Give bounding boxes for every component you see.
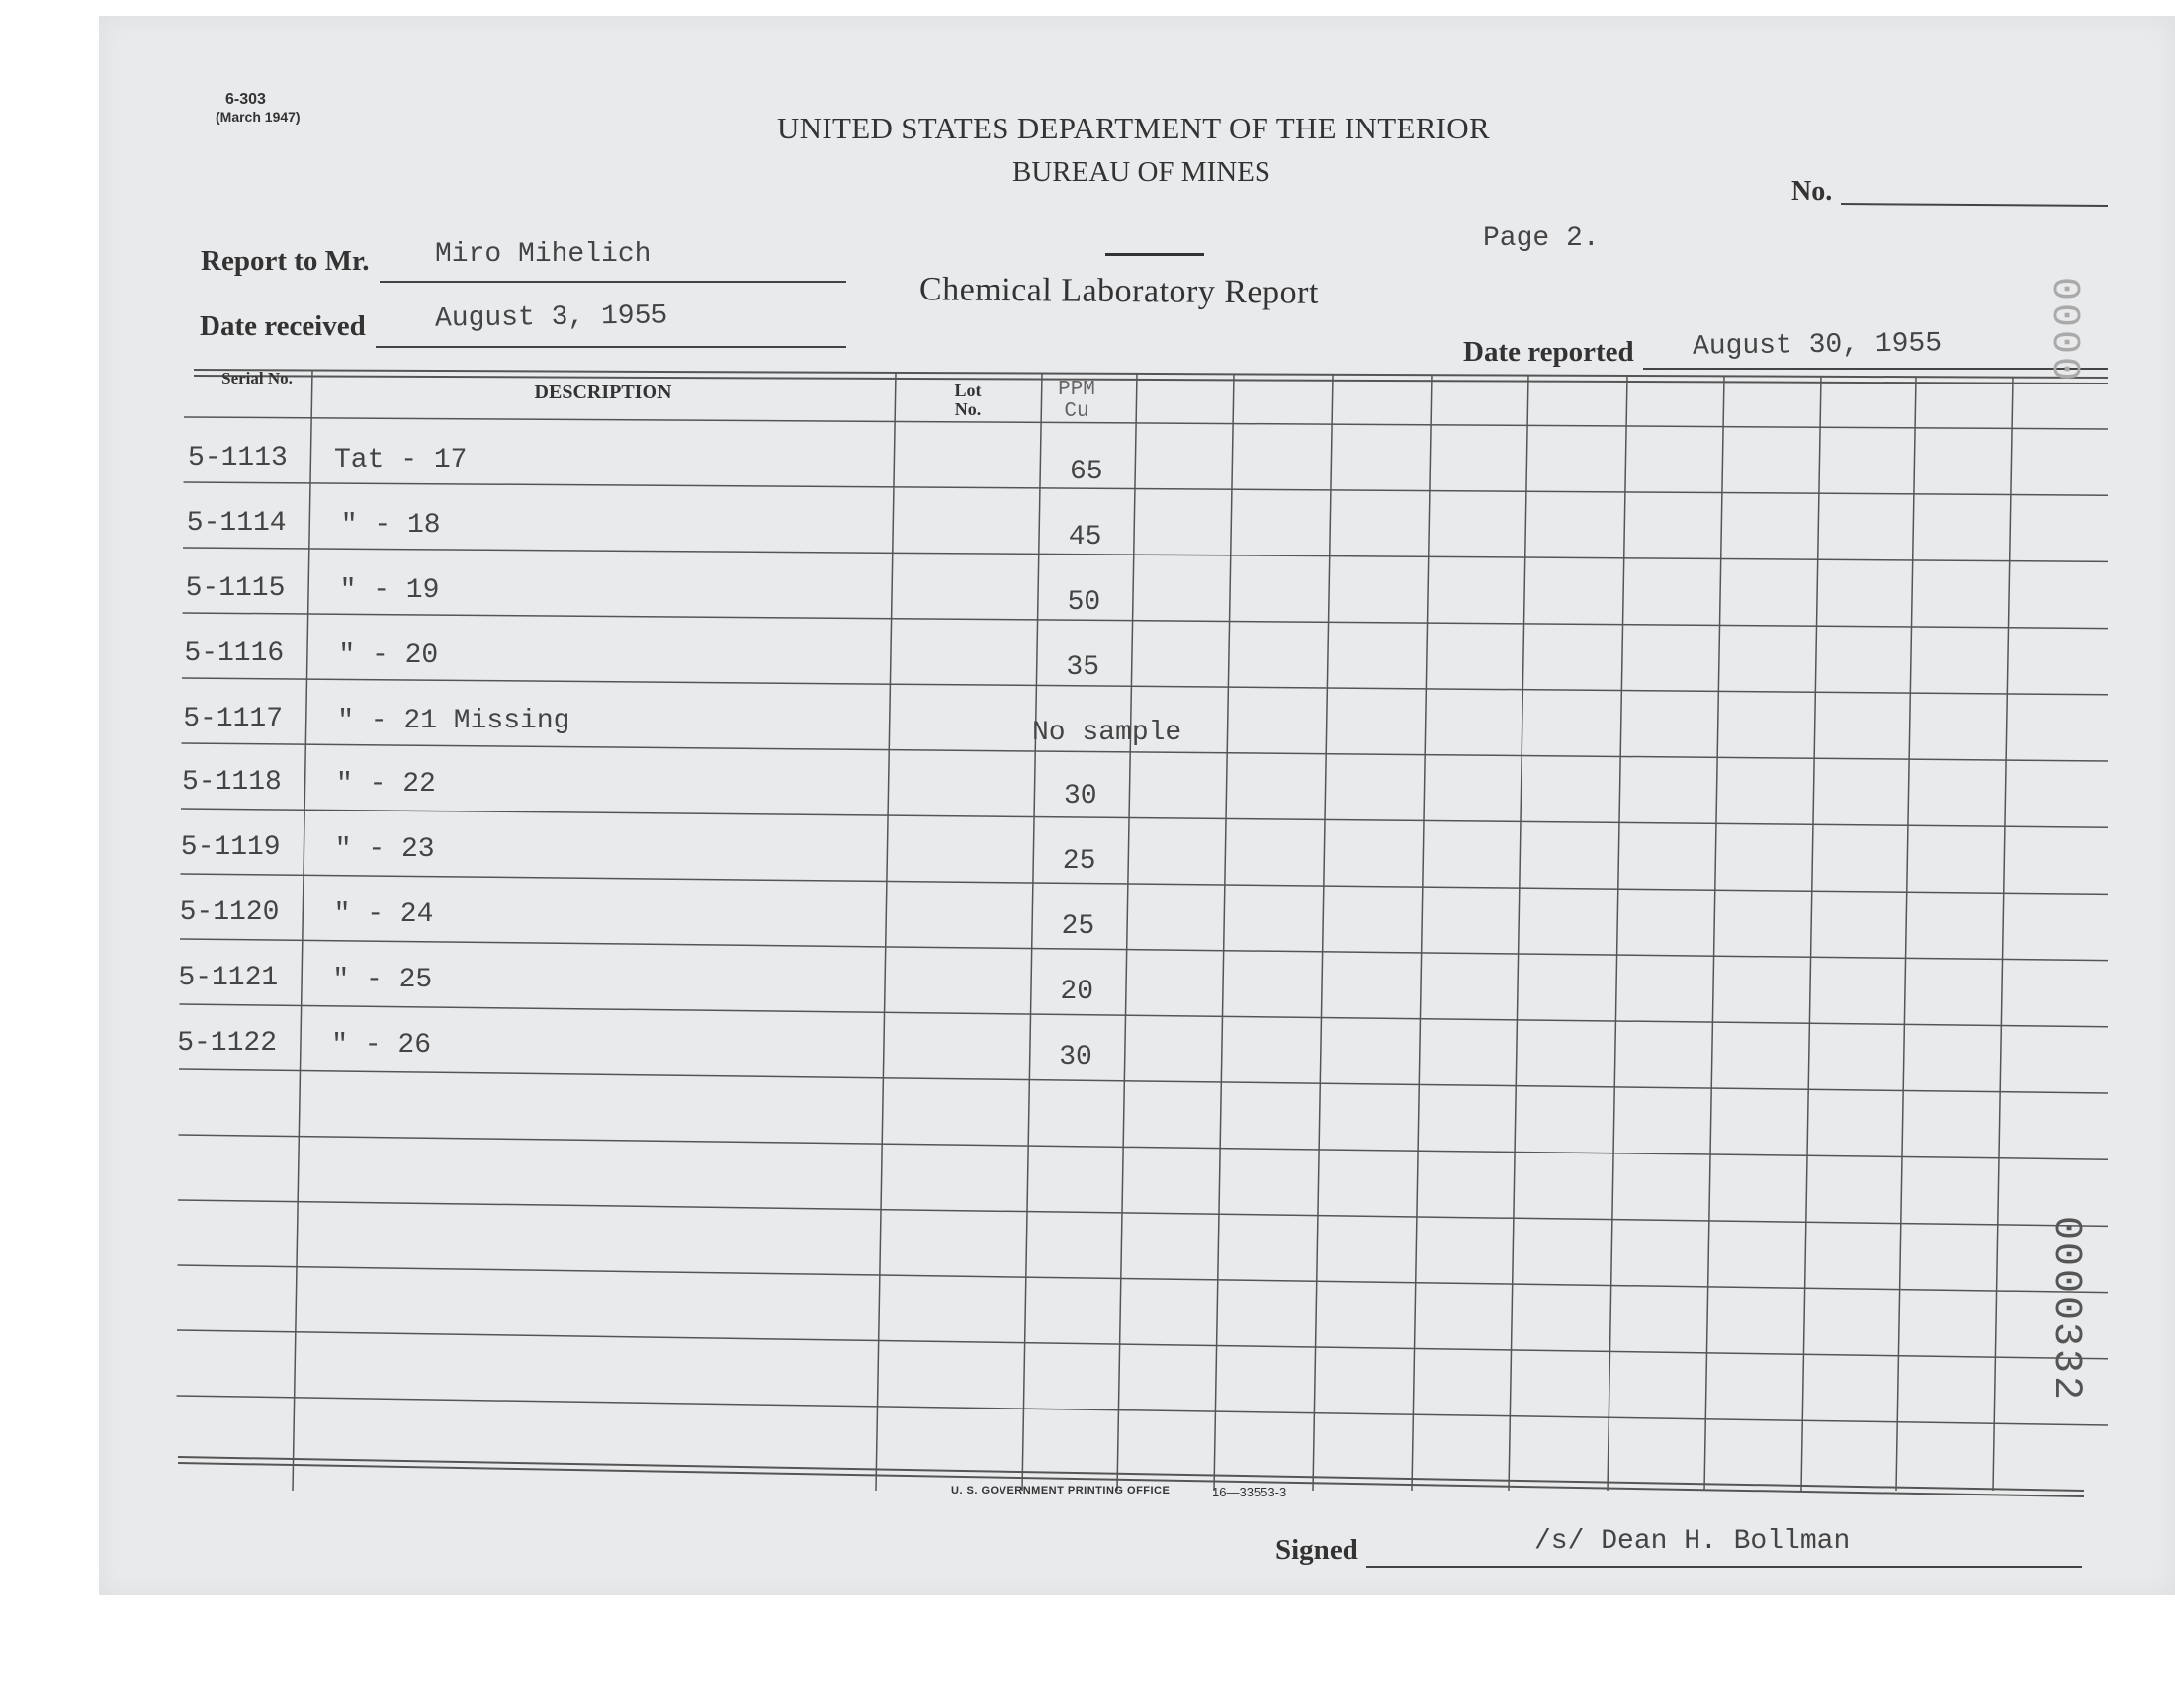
description-cell: " - 21 Missing [337, 706, 570, 736]
description-cell: " - 26 [331, 1030, 432, 1061]
report-to-label: Report to Mr. [201, 245, 370, 277]
description-cell: " - 23 [334, 834, 435, 865]
signature-line [1366, 1566, 2082, 1568]
lot-header: Lot No. [954, 381, 982, 419]
form-code: 6-303 [225, 91, 266, 108]
printer-imprint: U. S. GOVERNMENT PRINTING OFFICE [951, 1485, 1171, 1496]
description-cell: " - 20 [338, 640, 439, 671]
serial-cell: 5-1118 [182, 767, 282, 798]
ppm-cell: 20 [1060, 977, 1093, 1007]
date-reported-label: Date reported [1463, 336, 1634, 368]
department-title: UNITED STATES DEPARTMENT OF THE INTERIOR [777, 111, 1490, 145]
description-cell: " - 19 [339, 575, 440, 606]
report-to-value: Miro Mihelich [435, 239, 652, 270]
printer-code: 16—33553-3 [1212, 1485, 1287, 1499]
serial-cell: 5-1115 [185, 573, 286, 604]
description-cell: " - 18 [340, 510, 441, 541]
ppm-cell: No sample [1032, 718, 1182, 748]
ppm-header: PPM Cu [1058, 379, 1095, 424]
bureau-title: BUREAU OF MINES [1012, 156, 1271, 188]
serial-cell: 5-1113 [188, 443, 288, 473]
ppm-cell: 25 [1061, 911, 1095, 942]
serial-cell: 5-1119 [180, 832, 281, 863]
ppm-cell: 35 [1066, 652, 1099, 683]
description-cell: " - 25 [332, 965, 433, 995]
report-title: Chemical Laboratory Report [918, 271, 1320, 311]
no-label: No. [1791, 176, 1833, 207]
ppm-cell: 30 [1064, 781, 1097, 811]
ppm-cell: 30 [1059, 1042, 1092, 1072]
side-stamp-number: 0000332 [2044, 1216, 2088, 1404]
serial-cell: 5-1120 [179, 897, 280, 928]
serial-cell: 5-1117 [183, 704, 284, 734]
form-date: (March 1947) [216, 109, 301, 125]
signature-value: /s/ Dean H. Bollman [1534, 1526, 1851, 1557]
description-cell: " - 24 [333, 899, 434, 930]
top-stamp-number: 0000 [2042, 277, 2086, 384]
page-number: Page 2. [1483, 223, 1600, 254]
serial-cell: 5-1122 [177, 1028, 278, 1059]
ppm-cell: 50 [1067, 587, 1101, 618]
date-reported-value: August 30, 1955 [1692, 328, 1943, 363]
serial-cell: 5-1116 [184, 639, 285, 669]
description-header: DESCRIPTION [534, 382, 672, 403]
serial-cell: 5-1114 [186, 508, 287, 539]
serial-header: Serial No. [221, 369, 293, 387]
date-received-value: August 3, 1955 [434, 300, 668, 335]
serial-cell: 5-1121 [178, 963, 279, 993]
description-cell: " - 22 [336, 769, 436, 800]
ppm-cell: 25 [1062, 846, 1096, 877]
ppm-cell: 45 [1068, 522, 1102, 553]
signed-label: Signed [1275, 1534, 1358, 1566]
ppm-cell: 65 [1070, 457, 1103, 487]
description-cell: Tat - 17 [334, 445, 468, 475]
date-received-label: Date received [200, 310, 366, 342]
